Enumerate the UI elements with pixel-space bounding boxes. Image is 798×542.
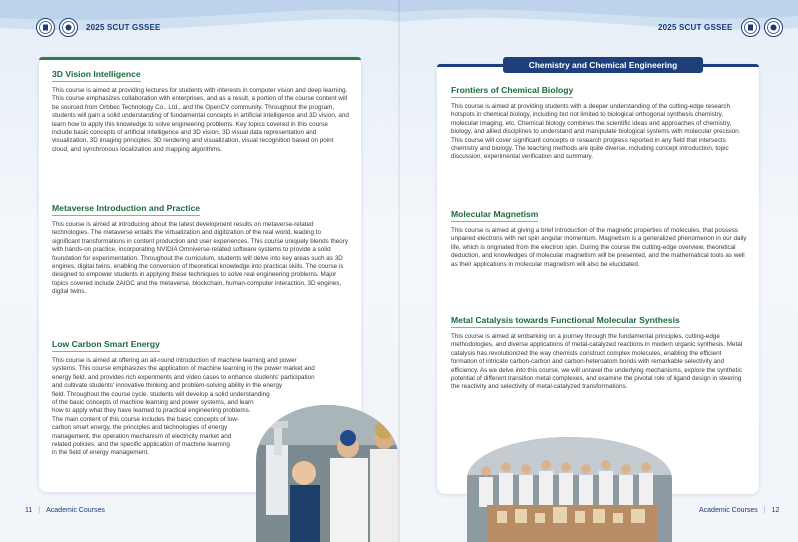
section-body: This course is aimed at embarking on a journey through the fundamental principles, cutting-edge methodologies, and diverse applications of metal-catalyzed reactions in modern organic synthesis. Metal catalysis has revolutionized the way chemists construct complex molecules, enabling the efficient formation of intricate carbon-carbon and carbon-heteroatom bonds with remarkable selectivity and efficiency. As we delve into this course, we will unravel the underlying mechanisms, explore the synthetic potential of different transition metal complexes, and examine the pivotal role of ligand design in steering the reactivity and selectivity of metal-catalyzed transformations. — [451, 333, 743, 391]
card-accent-bar — [39, 57, 361, 60]
group-model-photo — [467, 437, 672, 542]
footer-label: Academic Courses — [699, 507, 758, 514]
footer-separator: | — [763, 507, 766, 514]
body-line: of the basic concepts of machine learning and power systems, and learn — [52, 399, 254, 407]
body-line: systems. This course emphasizes the application of machine learning in the power market and — [52, 365, 315, 373]
section-title: Metal Catalysis towards Functional Molecular Synthesis — [451, 315, 680, 328]
body-line: management, the operation mechanism of electricity market and — [52, 432, 232, 440]
header-title: 2025 SCUT GSSEE — [658, 23, 733, 32]
school-seal-icon — [59, 18, 78, 37]
section-title: Molecular Magnetism — [451, 209, 538, 222]
footer-separator: | — [38, 507, 41, 514]
header-title: 2025 SCUT GSSEE — [86, 23, 161, 32]
section-body: This course is aimed at giving a brief introduction of the magnetic properties of molecules, that possess unpaired electrons with net spin angular momentum. Magnetism is a generalized phenomenon in our daily life, which is originated from the electron spin. During the course the cutting-edge overview, theoretical deduction, and knowledges of molecular magnetism will be presented, and the mathematical tools as well as their applications in molecular magnetism will also be elucidated. — [451, 227, 747, 268]
section-title: Low Carbon Smart Energy — [52, 339, 160, 352]
students-robot-photo — [256, 405, 399, 542]
university-seal-icon — [36, 18, 55, 37]
section-body: This course is aimed at introducing about the latest development results on metaverse-related technologies. The metaverse entails the virtualization and digitization of the real world, leading to significant transformations in content production and user experiences. This course uniquely blends theory with hands-on practice, incorporating NVIDIA Omniverse-related software systems to provide a solid foundation for experimentation. Throughout the curriculum, students will delve into key areas such as 3D engines, digital twins, enabling the conversion of theoretical knowledge into practical skills. The course is designed to empower students in applying these techniques to solve real engineering problems. Major topics covered include 2AIGC and the metaverse, blockchain, human-computer interaction, 3D engines, digital twins. — [52, 221, 349, 296]
page-number: 12 — [771, 507, 780, 514]
body-line: energy field, and provides rich experiments and video cases to enhance students' participation — [52, 373, 315, 381]
section-body: This course is aimed at providing lectures for students with interests in computer vision and deep learning. This course emphasizes collaboration with enterprises, and as a result, a portion of the course content will be sourced from Orbbec Technology Co., Ltd., and the OpenCV community. Throughout the program, students will gain a solid understanding of fundamental concepts in artificial intelligence and 3D vision, and learn how to apply this knowledge to solve engineering problems. Key topics covered in this course include basic concepts of artificial intelligence and 3D vision, 3D visual data representation and visualization, 3D imaging principles, 3D rendering and visualization, visual recognition based on point cloud, and synchronous localization and mapping algorithms. — [52, 87, 349, 153]
footer-label: Academic Courses — [46, 507, 105, 514]
body-line: in the field of energy management. — [52, 449, 149, 457]
body-line: related policies, and the specific application of machine learning — [52, 441, 230, 449]
section-title: 3D Vision Intelligence — [52, 69, 141, 82]
left-header — [36, 18, 165, 37]
section-title: Frontiers of Chemical Biology — [451, 85, 573, 98]
body-line: and cultivate students' innovative thinking and problem-solving ability in the energy — [52, 382, 283, 390]
section-title: Metaverse Introduction and Practice — [52, 203, 200, 216]
body-line: This course is aimed at offering an all-round introduction of machine learning and power — [52, 357, 297, 364]
right-footer — [699, 507, 779, 514]
body-line: carbon smart energy, the principles and technologies of energy — [52, 424, 228, 432]
body-line: how to apply what they have learned to practical engineering problems. — [52, 407, 251, 415]
page-number: 11 — [25, 507, 33, 514]
department-ribbon: Chemistry and Chemical Engineering — [503, 57, 703, 73]
school-seal-icon — [764, 18, 783, 37]
right-header — [654, 18, 783, 37]
body-line: The main content of this course includes the basic concepts of low- — [52, 415, 239, 423]
left-footer — [25, 507, 105, 514]
section-body: This course is aimed at providing students with a deeper understanding of the cutting-edge research hotspots in chemical biology, including but not limited to biological orthogonal synthesis chemistry, molecular imaging, etc. Chemical biology combines the scientific ideas and approaches of chemistry, biology, and allied disciplines to understand and manipulate biological systems with molecular precision. This course will cover significant concepts or research progress reported in any field that intersects chemistry and biology. The teaching methods are quite diverse, including concept introduction, topic discussion, experimental verification and summary. — [451, 103, 741, 161]
university-seal-icon — [741, 18, 760, 37]
body-line: field. Throughout the course cycle, students will develop a solid understanding — [52, 390, 270, 398]
page-gutter — [398, 0, 400, 542]
